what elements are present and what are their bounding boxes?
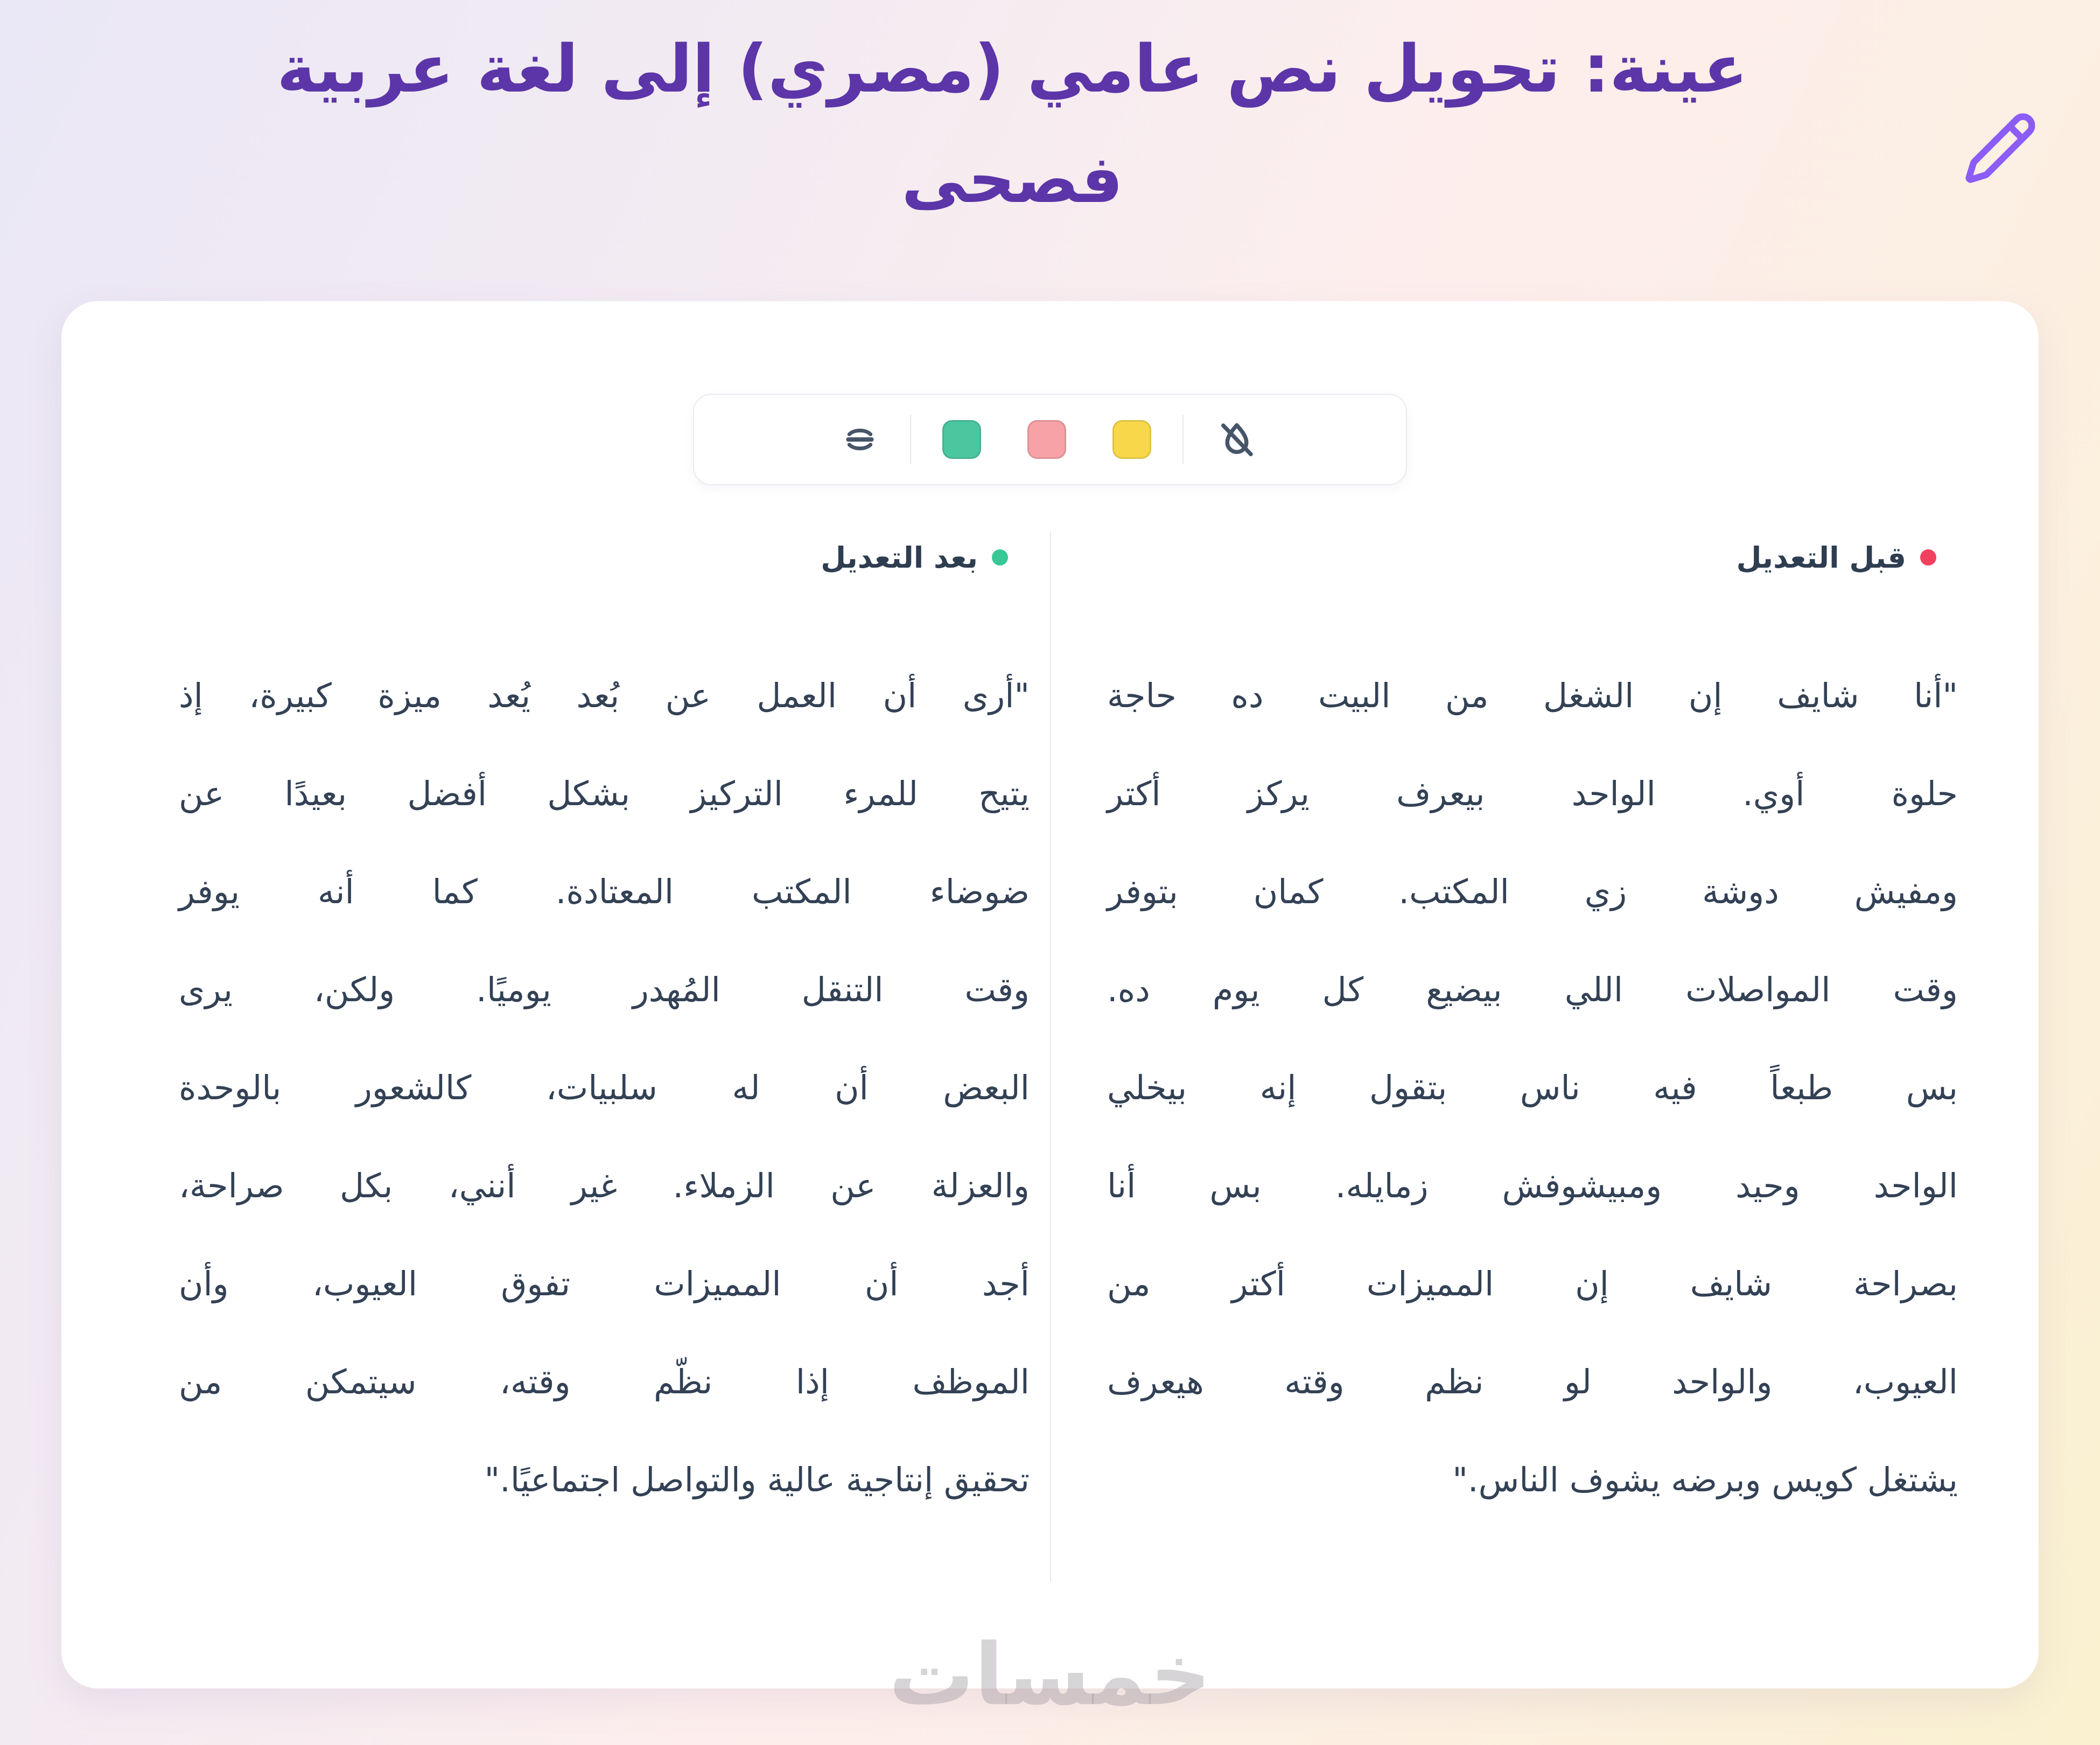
- page-title: [81, 14, 1944, 235]
- text-line: تحقيق إنتاجية عالية والتواصل اجتماعيًا.": [484, 1460, 1030, 1499]
- text-line: ضوضاء المكتب المعتادة. كما أنه يوفر: [179, 872, 1030, 911]
- text-line: العيوب، والواحد لو نظم وقته هيعرف: [1107, 1362, 1958, 1401]
- text-line: "أرى أن العمل عن بُعد يُعد ميزة كبيرة، إذ: [179, 676, 1030, 715]
- text-line: والعزلة عن الزملاء. غير أنني، بكل صراحة،: [179, 1166, 1030, 1205]
- swatch-yellow[interactable]: [1112, 420, 1151, 459]
- text-line: وقت التنقل المُهدر يوميًا. ولكن، يرى: [179, 970, 1030, 1009]
- highlight-toolbar: [693, 394, 1407, 485]
- text-line: يتيح للمرء التركيز بشكل أفضل بعيدًا عن: [179, 774, 1030, 813]
- page-title-line1: عينة: تحويل نص عامي (مصري) إلى لغة عربية: [277, 31, 1748, 107]
- text-line: حلوة أوي. الواحد بيعرف يركز أكتر: [1107, 774, 1958, 813]
- text-line: الموظف إذا نظّم وقته، سيتمكن من: [179, 1362, 1030, 1401]
- after-column-header: [179, 538, 1030, 577]
- swatch-pink[interactable]: [1027, 420, 1066, 459]
- after-text: [179, 647, 1030, 1529]
- before-column-label: قبل التعديل: [1736, 540, 1906, 575]
- text-line: البعض أن له سلبيات، كالشعور بالوحدة: [179, 1068, 1030, 1107]
- text-line: "أنا شايف إن الشغل من البيت ده حاجة: [1107, 676, 1958, 715]
- text-line: أجد أن المميزات تفوق العيوب، وأن: [179, 1264, 1030, 1303]
- pencil-icon: [1963, 110, 2038, 186]
- highlighter-off-icon[interactable]: [1215, 417, 1259, 462]
- khamsat-watermark: خمسات: [888, 1625, 1212, 1725]
- before-text: [1107, 647, 1958, 1529]
- comparison-card: [61, 301, 2039, 1688]
- text-line: وقت المواصلات اللي بيضيع كل يوم ده.: [1107, 970, 1958, 1009]
- text-line: بصراحة شايف إن المميزات أكتر من: [1107, 1264, 1958, 1303]
- before-column-header: [1107, 538, 1958, 577]
- text-line: بس طبعاً فيه ناس بتقول إنه بيخلي: [1107, 1068, 1958, 1107]
- toolbar-divider: [1182, 415, 1184, 464]
- highlight-style-icon[interactable]: [841, 422, 879, 457]
- before-column: [1107, 538, 1958, 1529]
- after-column: [179, 538, 1030, 1529]
- column-divider: [1050, 532, 1051, 1582]
- text-line: ومفيش دوشة زي المكتب. كمان بتوفر: [1107, 872, 1958, 911]
- page-title-line2: فصحى: [901, 141, 1123, 218]
- swatch-green[interactable]: [942, 420, 981, 459]
- text-line: الواحد وحيد ومبيشوفش زمايله. بس أنا: [1107, 1166, 1958, 1205]
- text-line: يشتغل كويس وبرضه يشوف الناس.": [1452, 1460, 1958, 1499]
- before-status-dot: [1920, 549, 1936, 566]
- toolbar-divider: [910, 415, 911, 464]
- after-status-dot: [992, 549, 1008, 566]
- after-column-label: بعد التعديل: [821, 540, 978, 575]
